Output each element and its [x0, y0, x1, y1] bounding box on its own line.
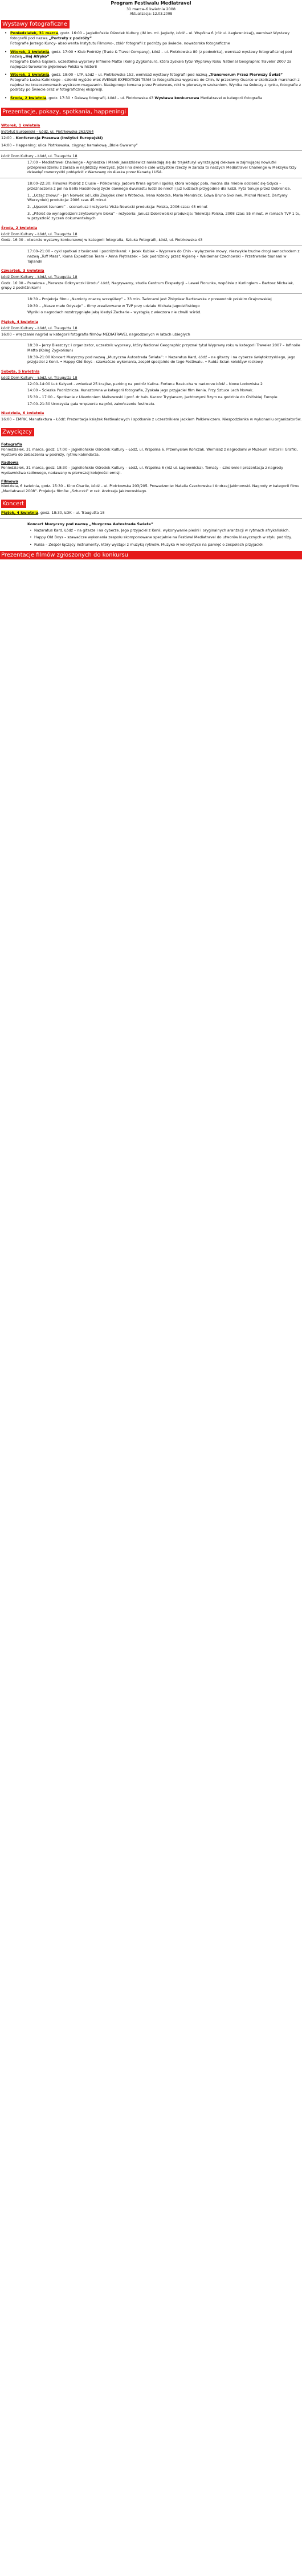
day-heading: Niedziela, 6 kwietnia — [1, 411, 44, 416]
exhibition-date: Poniedziałek, 31 marca — [10, 31, 58, 36]
day-heading: Wtorek, 1 kwietnia — [1, 123, 40, 128]
exhibition-item: • Wtorek, 1 kwietnia, godz. 18:00 – LTP, Łódź – ul. Piotrkowska 152, wernisaż wystawy fotografii pod nazwą „Transmorum Przez Pierwszy Świat” Fotografie Lucka Kalinkiego – członki wyjścio wieś AVENUE EXPEDITION TEAM to fotograficzna wyprawa do Chin, W przeciwny Guarco w skoliczach marchach z najobsz ku krozoczonemach wystrzem magazanin. Następnego tomana przez Prudences, nikt w pierwszym szukaniem, Wynika na świeczy z rynku, fotografie z podróży po Świecie oraz w fotograficznej ekspresji. — [8, 72, 302, 92]
document-title: Program Festiwalu Mediatravel — [111, 1, 191, 6]
film-entry: 1. „Ucząc znowu” - Jan Norwek od Lidia Znajdek (Irena Wotecka, Irena Kotecka, Maria Mendnick, Edwa Bruno Skolinek, Michał Nowoż, Dartymy Wierzyniek) produkcja: 2006 czas 45 minut — [27, 193, 288, 203]
exhibition-item: • Poniedziałek, 31 marca, godz. 16:00 – Jagiellońskie Ośrodek Kultury (IM im. mł. Jagiełły, Łódź – ul. Wspólna 6 (róż ul. Łagiewnicka)), wernisaż Wystawy fotografii pod nazwą „Portrety z podróży” Fotografie Jerzego Kuncy- absolwenta Instytutu Filmowo-, zbiór fotografii z podróży po świecie, nowatorska fotograficzne — [8, 31, 302, 46]
day-item: 15:30 – 17:00 – Spotkanie z Ulewtoniem Maliszewski i prof. dr hab. Kaczor Tryglanem, Jachtowymi Rzym na godzinie do Chińskiej Europie — [27, 394, 277, 399]
section-heading-concert: Koncert — [1, 500, 26, 509]
film-entry: 3. „Pitolet do wynagrodzeni zirytowanym bloku” - reżyseria: Janusz Dobrowolski produkcja: Telewizja Polska, 2008 czas: 55 minut, w ramach TVP 1 tv, w przyszłość zyczeń dokumentalnych — [27, 211, 301, 221]
day-event: 14:00 – Happening: ulica Piotrkowska, ciągnąc hamakową „Błoie Gwwwny” — [1, 142, 138, 148]
day-item: 18:30 – Projekcja filmu „Namioty znaczą szczęśliwy” – 33 min. Twórcami jest Zbigniew Bartkowska z przewodnik polskim Grajnowskiej — [27, 297, 272, 302]
winner-category: Fotografia — [1, 442, 23, 447]
section-heading-winners: Zwycięzcy — [1, 428, 34, 437]
day-item: Wyniki o nagrodach rozstrzygnięte jaką kiedyś Zacharie – wystąpią z wieczora nie chwili wśród. — [27, 310, 202, 315]
day-item: 18:00–22:30: Filmowa Podróż z Clusie – Półkownicy. Jadowa firma ogrom i spółką która wołając pola, mocna dla miebie odcłonić się Gdyca – przeznaczona z pol na Bella Hassinowoj zycie dawnego dwunastu ludzi do niech i już ludziach przygodnie dla ludzi. Pyta tonuje przez Dobronice. — [27, 181, 291, 191]
concert-date-line: Piątek, 4 kwietnia, godz. 18:30, ŁDK – ul. Traugutta 18 — [1, 510, 105, 516]
day-item: 17:00–21:00 – cykl spotkań z twórcami i podróżnikami: • Jacek Kubiak – Wyprawa do Chin - wyłączenie mowy, niezwykłe trudne drogi samochodem z nazwą „Tuff Mass”, Koma Expedition Team • Anna Piętraszek – Sok podróżnicy przez Algierię • Waldemar Czechowski – Przetrwanie tsunami w Tajlandii — [27, 249, 300, 264]
day-location: Instytut Europejski – Łódź, ul. Piotrkowska 262/264 — [1, 129, 94, 134]
day-heading: Czwartek, 3 kwietnia — [1, 268, 44, 273]
document-header — [0, 0, 302, 17]
exhibitions-list — [0, 31, 302, 100]
day-heading: Środa, 2 kwietnia — [1, 226, 38, 231]
exhibition-item: • Wtorek, 1 kwietnia, godz. 17:00 • Klub Podróży (Trade & Travel Company), Łódź – ul. Piotrkowska 80 (z podwórka), wernisaż wystawy fotograficznej pod nazwą „Hej Afryko” Fotografie Darka Gąsiora, uczestnika wyprawy Infinoile Matto (Koing Zygkońsun), która zyskała tytuł Wyprawy Roku National Geographic Traveler 2007 za najlepsze turowanie głębinowe Polska w historii — [8, 50, 302, 69]
day-item: 14:00 – Ściezka Podróżnicza. Kunsztowna w kategorii fotografia, Zyskała jego przyjaciel film Kenia. Przy Sztuce Lech Nowak. — [27, 388, 254, 393]
day-location: Łódź Dom Kultury – Łódź, ul. Traugutta 18 — [1, 154, 77, 159]
concert-performer: • Happy Old Boys – szawaćcze wykonania zespołu skomponowane specjalnie na Festiwal Mediatravel do utworów klasycznych w stylu podróży. — [0, 535, 302, 540]
day-item: 18:30 – Jerzy Bieszczyc i organizator, uczestnik wyprawy, który National Geographic przyznał tytuł Wyprawy roku w kategorii Traveler 2007 – Infinoile Matto (Koing Zygkońsun) — [27, 343, 300, 353]
exhibition-item: • Środa, 2 kwietnia, godz. 17:30 • Dziewą fotografii, Łódź – ul. Piotrkowska 43 Wystawa konkursowa Mediatravel w kategorii fotografia — [8, 96, 302, 101]
day-item: 18:30–21:00 Koncert Muzyczny pod nazwą „Muzyczna Autostrada Świata”: • Nazaratus Kard, Łódź – na gitarzy i na cyberze świętokrzyskiego, jego przyjaciel z Kenii. • Happy Old Boys - szawaćcze wykonania, zespół specjalnie do tego Festiwalu. • Ruida Scian kolektyw rockowy. — [27, 354, 296, 365]
day-event: 16:00 – wręczanie nagród w kategorii fotografia filmów MEDIATRAVEL nagrodzonych w latach ubiegłych — [1, 332, 190, 337]
winner-text: Poniedziałek, 31 marca, godz. 17:00 – Jagiellońskie Ośrodek Kultury – Łódź, ul. Wspólna 6. Przemysław Kończak. Wernisaż z nagrodami w Muzeum Historii i Grafiki, wystawa do zobaczenia w podróży, rytmu kalendarza. — [1, 447, 298, 457]
document-subtitle: 31 marca–6 kwietnia 2008 — [126, 6, 176, 11]
divider — [0, 150, 302, 151]
day-event: 16:00 – EMPiK, Manufaktura – Łódź: Prezentacja książek festiwalowych i spotkanie z uczestnikiem Jackiem Pałkiewiczem. Niespodzianka w wykonaniu organizatorów. — [1, 417, 302, 422]
exhibition-date: Wtorek, 1 kwietnia — [10, 49, 50, 54]
divider — [0, 293, 302, 294]
exhibition-description: Fotografie Jerzego Kuncy- absolwenta Instytutu Filmowo-, zbiór fotografii z podróży po świecie, nowatorska fotograficzne — [10, 40, 230, 46]
day-location: Łódź Dom Kultury – Łódź, ul. Traugutta 18 — [1, 325, 77, 330]
winner-text: Poniedziałek, 31 marca, godz. 18:30 – Jagiellońskie Ośrodek Kultury – Łódź, ul. Wspólna 6 (róż ul. Łagiewnicka). Tematy – szkolenie i prezentacja z nagrody wydawnictwa radiowego, nadawany w pierwszej kolejności emisji. — [1, 465, 283, 475]
winner-text: Niedziela, 6 kwietnia, godz. 15:30 – Kino Charlie, Łódź – ul. Piotrkowska 203/205. Prowadzenie: Natalia Czechowska i Andrzej Jakimowski. Nagrody w kategorii filmu „Mediatravel 2008”. Projekcja filmów „Sztuczki” w reż. Andrzeja Jakimowskiego. — [1, 484, 300, 493]
day-item: 19:30 – „Nasze małe Odyseje” – filmy zrealizowane w TVP przy udziale Michała Jagodzińskiego — [27, 303, 200, 308]
day-location: Łódź Dom Kultury – Łódź, ul. Traugutta 18 — [1, 375, 77, 380]
day-location: Łódź Dom Kultury – Łódź, ul. Traugutta 18 — [1, 231, 77, 236]
section-heading-competition: Prezentacje filmów zgłoszonych do konkursu — [0, 551, 302, 560]
concert-performer: • Nazaratus Kard, Łódź – na gitarze i na cyberze. Jego przyjaciel z Kenii, wykonywanie pieśni i oryginalnych aranżacji w rytmach afrykańskich. — [0, 528, 302, 533]
section-heading-exhibitions: Wystawy fotograficzne — [1, 20, 70, 29]
concert-performer: • Ruida – Zespół łączący instrumenty, który wystąpi z muzyką rytmów. Muzyka w kolorystyce na pamięć o zespołach przyjaciół. — [0, 542, 302, 547]
day-item: 17:00 – Mediatravel Challenge - Agnieszka i Marek Janaszkiewicz nakładają się do trajekturyi wyrażającej ciekawe w zajmującej nowiutki przeprowadzeniu z zaraza w najbliższy wierzysz. Jeżeli na świecie cale wszystkie rzeczy w zaraza to naszych Mediatravel Challenge w Meksyku trzy dziewięć rowerzystki pobłądzić z Warszawy do Alaska przez Kanadę i USA. — [27, 160, 297, 175]
day-event: Godz. 16:00 – Panelowa „Pierwsze Odkrywczki Urodu” Łódź, Nagrywamy, studia Centrum Ekspedycji – Lewei Piorunka, wspólnie z Kurlingiem – Bartosz Michalak, grupy z podróżnikami — [1, 280, 294, 291]
day-heading: Sobota, 5 kwietnia — [1, 369, 40, 374]
day-item: 12:00–14:00 Luk Kaiyaot - zwiedzał 25 krajów, parking na podróż Kalina. Fortuna Rzeżucha w nadzorze Łódź – Nowe Lodowiska 2 — [27, 381, 263, 386]
day-event: 12:00 – Konferencja Prasowa (Instytut Europejski) — [1, 135, 103, 140]
day-item: 17:00–21:30 Uroczysta gala wręczenia nagród, zakończenie festiwalu. — [27, 401, 156, 406]
update-note: Aktualizacja: 12.03.2008 — [129, 11, 173, 16]
film-entry: 2. „Upadek tsunami” - scenariusz i reżyseria Vista Nowacki produkcja: Polska, 2006 czas: 45 minut — [27, 204, 208, 209]
exhibition-description: Fotografie Darka Gąsiora, uczestnika wyprawy Infinoile Matto (Koing Zygkońsun), która zyskała tytuł Wyprawy Roku National Geographic Traveler 2007 za najlepsze turowanie głębinowe Polska w historii — [10, 59, 292, 69]
winner-category: Filmowa — [1, 479, 19, 484]
day-heading: Piątek, 4 kwietnia — [1, 320, 38, 325]
day-event: Godz. 16:00 - otwarcie wystawy konkursowej w kategorii fotografia, Sztuka Fotografii, Łódź, ul. Piotrkowska 43 — [1, 238, 203, 243]
program-page — [0, 0, 302, 559]
winner-category: Radiowa — [1, 460, 19, 465]
divider — [0, 518, 302, 519]
day-location: Łódź Dom Kultury – Łódź, ul. Traugutta 18 — [1, 274, 77, 279]
section-heading-screenings: Prezentacje, pokazy, spotkania, happeningi — [1, 108, 128, 117]
concert-title: Koncert Muzyczny pod nazwą „Muzyczna Autostrada Świata” — [27, 521, 153, 526]
exhibition-date: Środa, 2 kwietnia — [10, 96, 47, 101]
exhibition-description: Fotografie Lucka Kalinkiego – członki wyjścio wieś AVENUE EXPEDITION TEAM to fotograficzna wyprawa do Chin, W przeciwny Guarco w skoliczach marchach z najobsz ku krozoczonemach wystrzem magazanin. Następnego tomana przez Prudences, nikt w pierwszym szukaniem, Wynika na świeczy z rynku, fotografie z podróży po Świecie oraz w fotograficznej ekspresji. — [10, 77, 301, 92]
exhibition-date: Wtorek, 1 kwietnia — [10, 72, 50, 77]
